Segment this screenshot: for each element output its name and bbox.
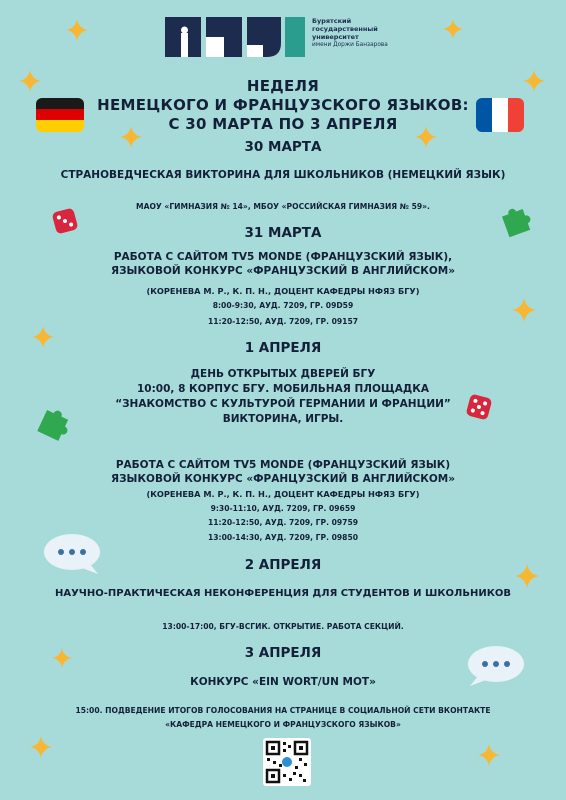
event-title: ДЕНЬ ОТКРЫТЫХ ДВЕРЕЙ БГУ	[190, 368, 376, 380]
event-title: НАУЧНО-ПРАКТИЧЕСКАЯ НЕКОНФЕРЕНЦИЯ ДЛЯ СТУДЕНТОВ И ШКОЛЬНИКОВ	[54, 588, 512, 599]
date-heading: 2 АПРЕЛЯ	[244, 557, 322, 573]
event-slot: 11:20-12:50, АУД. 7209, ГР. 09759	[207, 518, 359, 527]
event-title: ЯЗЫКОВОЙ КОНКУРС «ФРАНЦУЗСКИЙ В АНГЛИЙСКОМ»	[111, 473, 455, 485]
sparkle-icon	[443, 19, 463, 39]
sparkle-icon	[478, 744, 500, 766]
event-title: ЯЗЫКОВОЙ КОНКУРС «ФРАНЦУЗСКИЙ В АНГЛИЙСКОМ»	[111, 265, 455, 277]
university-line2: государственный	[312, 25, 378, 33]
event-detail: 13:00-17:00, БГУ-ВСГИК. ОТКРЫТИЕ. РАБОТА СЕКЦИЙ.	[162, 622, 404, 631]
sparkle-icon	[66, 19, 88, 41]
event-slot: 9:30-11:10, АУД. 7209, ГР. 09659	[210, 504, 356, 513]
qr-code[interactable]	[263, 738, 311, 786]
university-line4: имени Доржи Банзарова	[312, 42, 388, 48]
event-slot: 11:20-12:50, АУД. 7209, ГР. 09157	[207, 317, 359, 326]
poster-title-line2: НЕМЕЦКОГО И ФРАНЦУЗСКОГО ЯЗЫКОВ:	[97, 96, 469, 114]
date-heading: 31 МАРТА	[244, 225, 322, 241]
poster-title-line3: С 30 МАРТА ПО 3 АПРЕЛЯ	[168, 115, 398, 133]
event-host: (КОРЕНЕВА М. Р., К. П. Н., ДОЦЕНТ КАФЕДРЫ НФЯЗ БГУ)	[146, 286, 420, 296]
university-logo	[165, 15, 305, 59]
date-heading: 30 МАРТА	[244, 139, 322, 155]
date-heading: 1 АПРЕЛЯ	[244, 340, 322, 356]
university-line1: Бурятский	[312, 17, 352, 25]
event-title: СТРАНОВЕДЧЕСКАЯ ВИКТОРИНА ДЛЯ ШКОЛЬНИКОВ (НЕМЕЦКИЙ ЯЗЫК)	[60, 169, 506, 181]
date-heading: 3 АПРЕЛЯ	[244, 645, 322, 661]
university-line3: университет	[312, 33, 359, 41]
university-name	[312, 17, 402, 49]
event-slot: 8:00-9:30, АУД. 7209, ГР. 09D59	[212, 301, 354, 310]
event-detail: МАОУ «ГИМНАЗИЯ № 14», МБОУ «РОССИЙСКАЯ ГИМНАЗИЯ № 59».	[136, 202, 430, 211]
event-title: РАБОТА С САЙТОМ TV5 MONDE (ФРАНЦУЗСКИЙ ЯЗЫК),	[113, 251, 453, 263]
poster-title-line1: НЕДЕЛЯ	[246, 77, 320, 95]
event-host: (КОРЕНЕВА М. Р., К. П. Н., ДОЦЕНТ КАФЕДРЫ НФЯЗ БГУ)	[146, 489, 420, 499]
event-detail: 15:00. ПОДВЕДЕНИЕ ИТОГОВ ГОЛОСОВАНИЯ НА СТРАНИЦЕ В СОЦИАЛЬНОЙ СЕТИ ВКОНТАКТЕ	[75, 706, 491, 715]
event-title: “ЗНАКОМСТВО С КУЛЬТУРОЙ ГЕРМАНИИ И ФРАНЦИИ”	[115, 398, 451, 410]
event-title: ВИКТОРИНА, ИГРЫ.	[222, 413, 344, 425]
event-slot: 13:00-14:30, АУД. 7209, ГР. 09850	[207, 533, 359, 542]
event-detail: «КАФЕДРА НЕМЕЦКОГО И ФРАНЦУЗСКОГО ЯЗЫКОВ»	[165, 720, 401, 729]
event-title: 10:00, 8 КОРПУС БГУ. МОБИЛЬНАЯ ПЛОЩАДКА	[137, 383, 429, 395]
event-title: КОНКУРС «EIN WORT/UN MOT»	[190, 676, 376, 688]
sparkle-icon	[30, 736, 52, 758]
event-title: РАБОТА С САЙТОМ TV5 MONDE (ФРАНЦУЗСКИЙ ЯЗЫК)	[115, 459, 451, 471]
